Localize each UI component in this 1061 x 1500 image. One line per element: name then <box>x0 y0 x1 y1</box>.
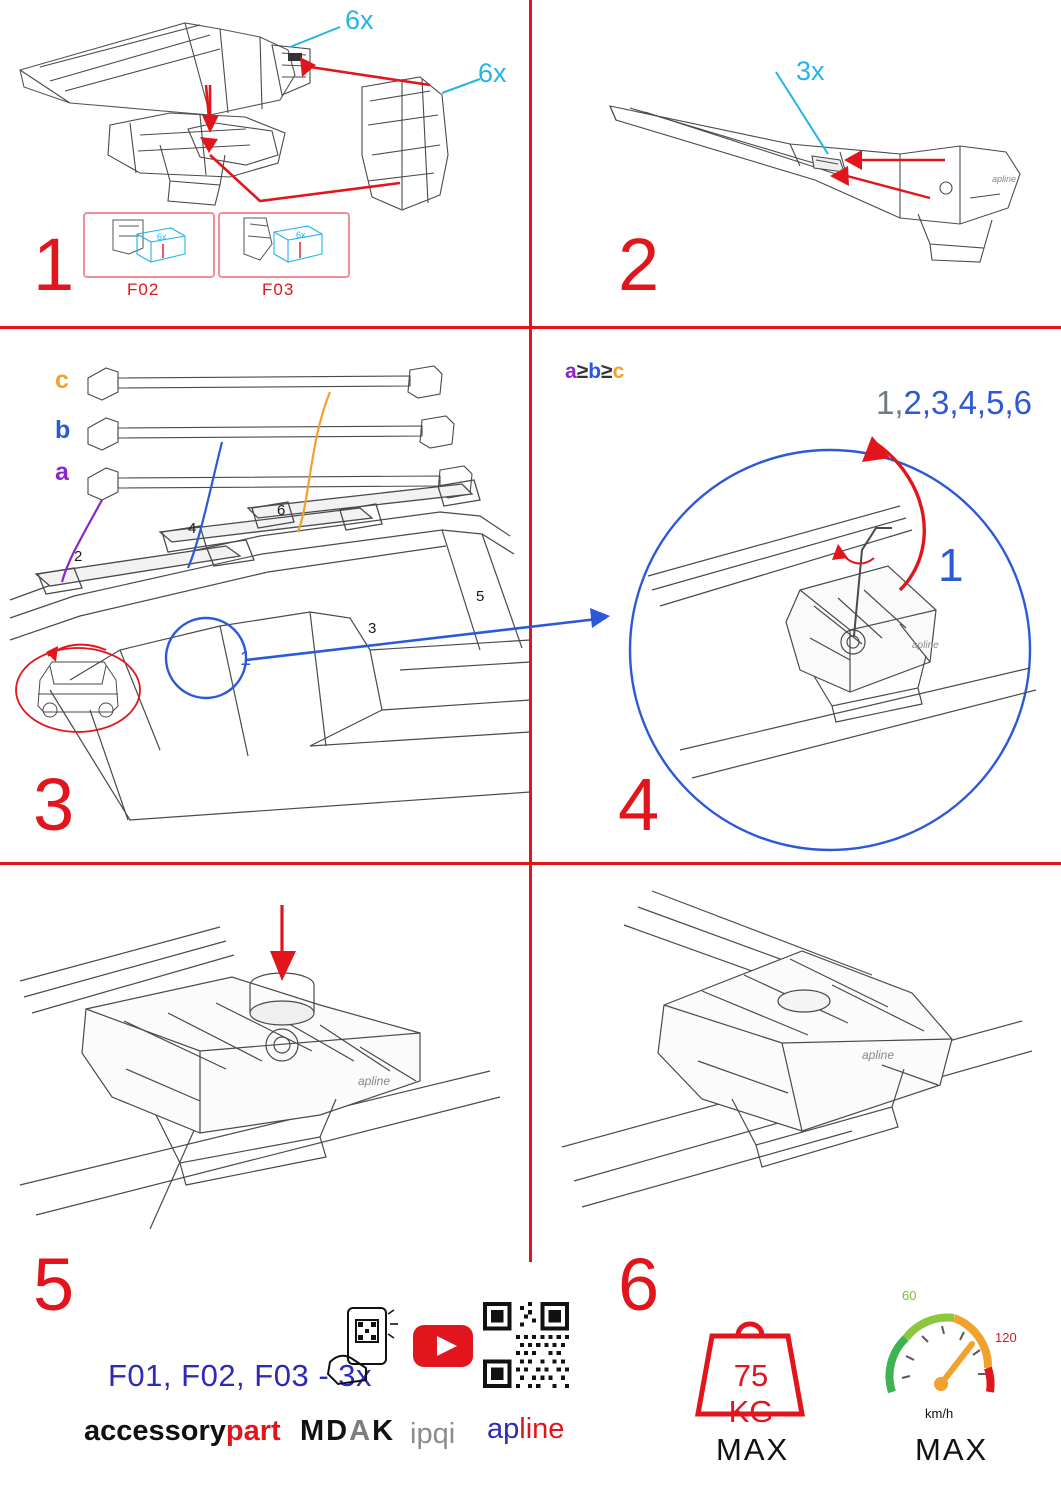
youtube-icon[interactable] <box>413 1325 473 1367</box>
speed-unit-label: km/h <box>925 1406 954 1421</box>
brand-mdak-part3: K <box>372 1415 396 1447</box>
position-mark-1: 1 <box>240 648 252 670</box>
brand-apline-part1: ap <box>487 1413 520 1445</box>
step-number-3: 3 <box>33 763 74 846</box>
panel-6-illustration <box>552 885 1042 1225</box>
position-mark-6: 6 <box>277 502 286 519</box>
divider-line-vertical-lower <box>529 862 532 1262</box>
torque-sequence-label: 1,2,3,4,5,6 <box>876 384 1032 421</box>
divider-line-vertical-top <box>529 0 532 326</box>
panel-3-illustration <box>10 350 530 850</box>
step-number-5: 5 <box>33 1243 74 1326</box>
brand-ipqi-text: ipqi <box>410 1418 456 1450</box>
speed-tick-min: 60 <box>902 1288 917 1303</box>
brand-mdak-part2: A <box>349 1415 373 1447</box>
part-code-f03: F03 <box>262 280 295 299</box>
svg-text:apline: apline <box>912 640 939 651</box>
parts-note: F01, F02, F03 - 3x <box>108 1358 372 1393</box>
brand-accessorypart <box>84 1415 281 1448</box>
brand-apline <box>487 1413 564 1446</box>
speed-tick-max: 120 <box>995 1330 1017 1345</box>
part-code-f02: F02 <box>127 280 160 299</box>
svg-text:6x: 6x <box>296 230 306 240</box>
step-number-2: 2 <box>618 223 659 306</box>
detail-step-marker-1: 1 <box>938 539 964 591</box>
brand-mdak <box>300 1415 395 1448</box>
position-mark-2: 2 <box>74 548 83 565</box>
qr-code-icon <box>483 1302 569 1388</box>
max-speed-icon <box>876 1292 1006 1418</box>
bar-label-b: b <box>55 416 71 444</box>
step-number-1: 1 <box>33 223 74 306</box>
max-weight-value: 75 KG <box>728 1358 774 1429</box>
max-speed-label: MAX <box>915 1432 989 1467</box>
max-weight-label: MAX <box>716 1432 790 1467</box>
panel-4-illustration <box>600 400 1050 830</box>
brand-apline-part2: line <box>519 1413 565 1445</box>
part-box-f02 <box>83 212 215 278</box>
brand-ipqi <box>410 1418 455 1451</box>
position-mark-5: 5 <box>476 588 485 605</box>
position-mark-3: 3 <box>368 620 377 637</box>
callout-qty-3x: 3x <box>796 56 825 86</box>
part-box-f03 <box>218 212 350 278</box>
brand-mdak-part1: MD <box>300 1415 350 1447</box>
panel-5-illustration <box>20 885 510 1235</box>
brand-accessorypart-part1: accessory <box>84 1415 226 1447</box>
bar-label-c: c <box>55 366 69 394</box>
brand-accessorypart-part2: part <box>225 1415 281 1447</box>
callout-qty-6x-b: 6x <box>478 58 507 88</box>
svg-text:apline: apline <box>358 1074 391 1088</box>
phone-qr-scan-icon <box>326 1306 404 1386</box>
panel-2-illustration <box>600 48 1050 278</box>
svg-text:apline: apline <box>992 174 1017 184</box>
bar-length-inequality: a≥b≥c <box>565 360 625 383</box>
svg-text:apline: apline <box>862 1048 895 1062</box>
step-number-6: 6 <box>618 1243 659 1326</box>
position-mark-4: 4 <box>188 520 197 537</box>
bar-label-a: a <box>55 458 69 486</box>
svg-text:6x: 6x <box>157 232 167 242</box>
step-number-4: 4 <box>618 763 659 846</box>
callout-qty-6x-a: 6x <box>345 5 374 35</box>
